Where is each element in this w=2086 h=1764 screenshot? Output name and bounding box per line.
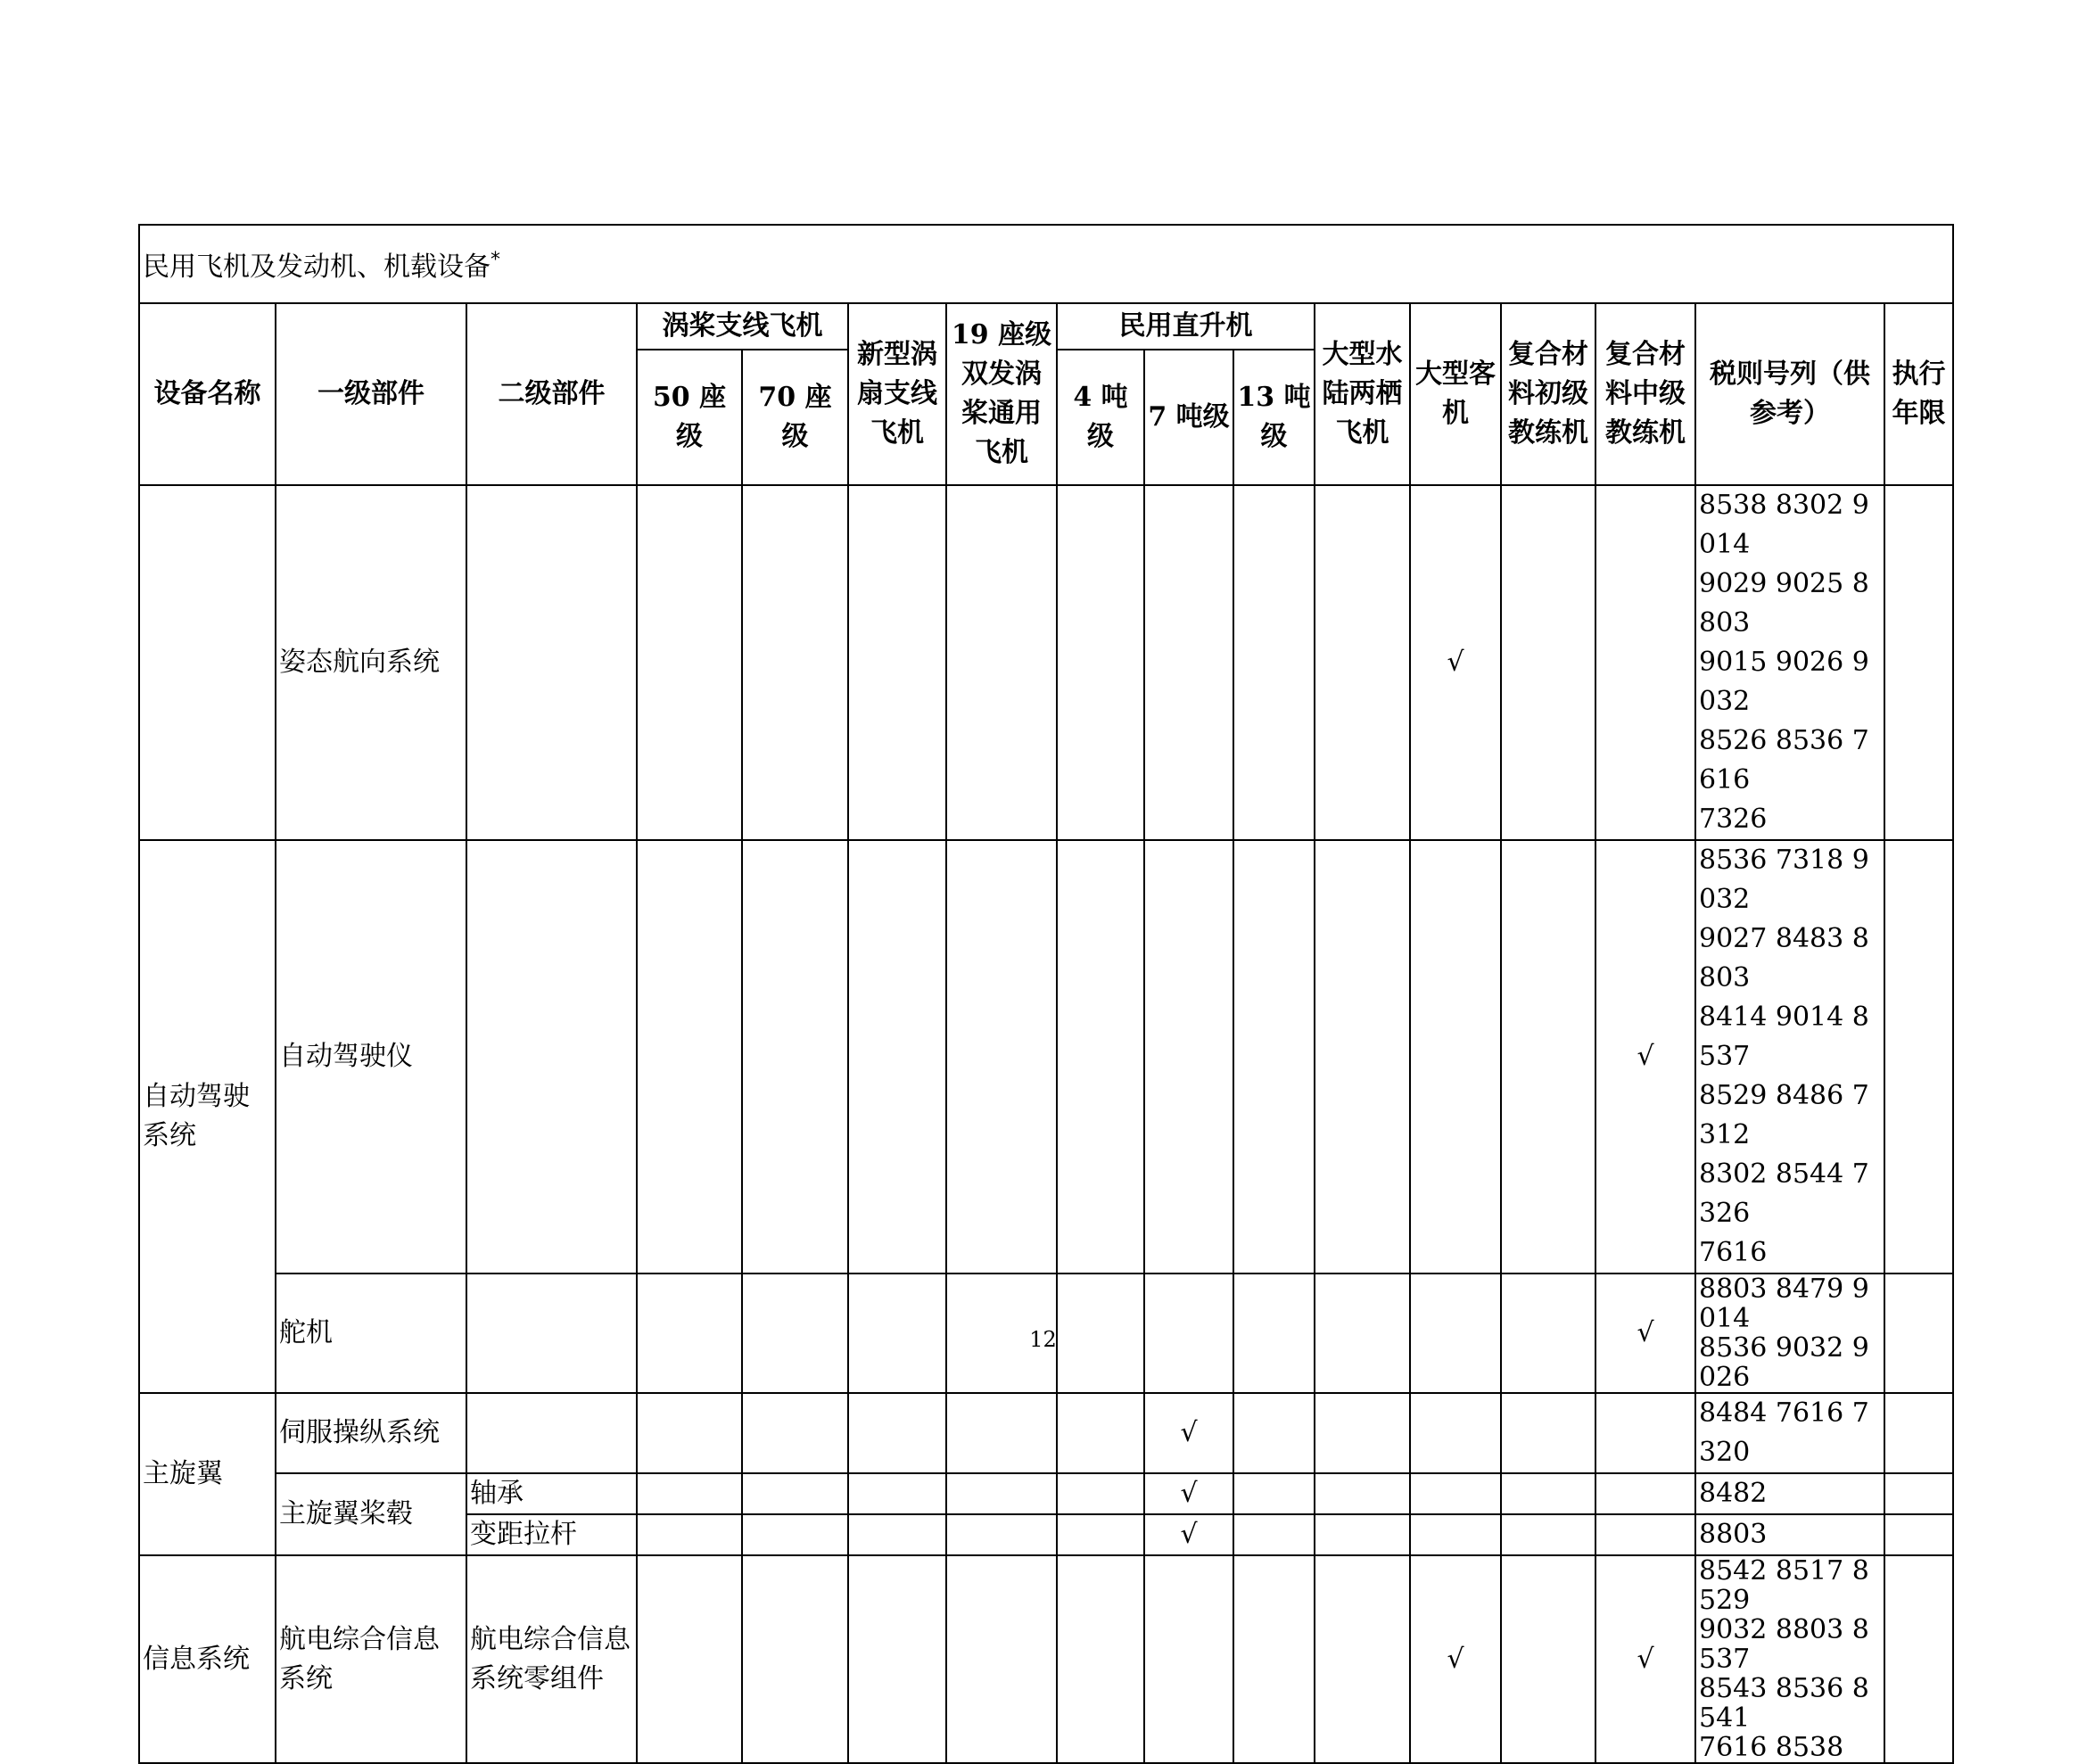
cell-tariff-codes [1695,485,1884,840]
cell-level1: 伺服操纵系统 [276,1393,466,1473]
check-7-ton: √ [1144,1514,1233,1555]
cell-equipment: 信息系统 [139,1555,276,1763]
cell-tariff-codes: 8484 7616 7320 [1695,1393,1884,1473]
cell-empty [1057,840,1144,1274]
check-large-airliner: √ [1410,1555,1501,1763]
cell-empty [1233,1473,1315,1514]
cell-empty [466,485,637,840]
cell-empty [946,1555,1057,1763]
cell-empty [466,1393,637,1473]
cell-empty [637,1555,742,1763]
cell-empty [1501,840,1595,1274]
header-19seat-twin-turboprop: 19 座级双发涡桨通用飞机 [946,303,1057,485]
cell-empty [1315,1393,1410,1473]
cell-empty [742,1514,848,1555]
cell-empty [637,840,742,1274]
cell-empty [1315,840,1410,1274]
cell-empty [1233,1514,1315,1555]
cell-empty [1315,1514,1410,1555]
cell-empty [848,1393,946,1473]
tax-line: 7616 [1699,1237,1768,1268]
tax-line: 9027 8483 8803 [1699,923,1869,993]
check-intermediate-trainer: √ [1595,840,1695,1274]
table-row [139,1473,1953,1514]
cell-empty [742,840,848,1274]
cell-empty [1501,1555,1595,1763]
cell-empty [637,1473,742,1514]
section-title-text: 民用飞机及发动机、机载设备 [143,251,491,283]
header-level1-part: 一级部件 [276,303,466,485]
cell-empty [1884,1514,1953,1555]
check-7-ton: √ [1144,1393,1233,1473]
tax-line: 8538 8302 9014 [1699,490,1869,560]
cell-tariff-codes [1695,840,1884,1274]
cell-empty [1233,485,1315,840]
cell-level1: 主旋翼桨毂 [276,1473,466,1555]
tax-line: 8529 8486 7312 [1699,1080,1869,1150]
cell-empty [946,1393,1057,1473]
header-70-seat: 70 座级 [742,350,848,485]
cell-level2: 轴承 [466,1473,637,1514]
section-title [139,225,1953,303]
cell-empty [1410,1514,1501,1555]
cell-equipment: 主旋翼 [139,1393,276,1555]
header-50-seat: 50 座级 [637,350,742,485]
table-row [139,1393,1953,1473]
cell-empty [1315,1473,1410,1514]
cell-empty [1410,1393,1501,1473]
cell-empty [742,1555,848,1763]
cell-empty [1501,1473,1595,1514]
cell-level1: 自动驾驶仪 [276,840,466,1274]
tax-line: 8526 8536 7616 [1699,725,1869,795]
tax-line: 8536 9032 9026 [1699,1332,1869,1393]
cell-empty [1501,1514,1595,1555]
tax-line: 9029 9025 8803 [1699,568,1869,639]
cell-empty [1233,1393,1315,1473]
tax-line: 9032 8803 8537 [1699,1614,1869,1675]
header-13-ton: 13 吨级 [1233,350,1315,485]
cell-empty [1884,485,1953,840]
cell-empty [1057,1473,1144,1514]
tax-line: 8302 8544 7326 [1699,1158,1869,1229]
cell-empty [1057,485,1144,840]
cell-empty [742,485,848,840]
cell-empty [848,1555,946,1763]
cell-empty [1595,1393,1695,1473]
header-large-amphibian: 大型水陆两栖飞机 [1315,303,1410,485]
check-large-airliner: √ [1410,485,1501,840]
header-new-turbofan-regional: 新型涡扇支线飞机 [848,303,946,485]
cell-empty [1057,1555,1144,1763]
cell-empty [848,485,946,840]
table-row [139,1555,1953,1763]
tax-line: 9015 9026 9032 [1699,647,1869,717]
cell-empty [946,840,1057,1274]
cell-empty [946,1514,1057,1555]
cell-empty [637,1514,742,1555]
header-7-ton: 7 吨级 [1144,350,1233,485]
cell-empty [1410,840,1501,1274]
cell-empty [1233,1555,1315,1763]
header-level2-part: 二级部件 [466,303,637,485]
check-intermediate-trainer: √ [1595,1274,1695,1393]
tax-line: 8414 9014 8537 [1699,1002,1869,1072]
cell-empty [1884,1473,1953,1514]
cell-tariff-codes [1695,1555,1884,1763]
table-row [139,840,1953,1274]
header-composite-primary-trainer: 复合材料初级教练机 [1501,303,1595,485]
cell-empty [848,840,946,1274]
section-title-mark: * [491,249,500,271]
cell-empty [1057,1514,1144,1555]
page-number: 12 [1029,1327,1057,1352]
cell-empty [1144,1555,1233,1763]
tax-line: 8536 7318 9032 [1699,845,1869,915]
header-large-airliner: 大型客机 [1410,303,1501,485]
header-composite-intermediate-trainer: 复合材料中级教练机 [1595,303,1695,485]
tax-line: 8542 8517 8529 [1699,1555,1869,1616]
header-4-ton: 4 吨级 [1057,350,1144,485]
cell-empty [946,1473,1057,1514]
cell-equipment-empty [139,485,276,840]
tax-line: 7326 [1699,804,1768,835]
cell-level1: 姿态航向系统 [276,485,466,840]
tax-line: 8543 8536 8541 [1699,1673,1869,1734]
header-equipment-name: 设备名称 [139,303,276,485]
check-7-ton: √ [1144,1473,1233,1514]
cell-tariff-codes: 8803 [1695,1514,1884,1555]
cell-empty [1884,1393,1953,1473]
cell-empty [742,1473,848,1514]
cell-empty [1501,1393,1595,1473]
cell-empty [1595,485,1695,840]
header-civil-helicopter: 民用直升机 [1057,303,1315,350]
cell-empty [1315,485,1410,840]
cell-empty [1884,840,1953,1274]
header-execution-period: 执行年限 [1884,303,1953,485]
cell-empty [637,485,742,840]
cell-empty [1501,485,1595,840]
cell-empty [848,1473,946,1514]
cell-tariff-codes: 8482 [1695,1473,1884,1514]
cell-empty [742,1393,848,1473]
cell-empty [1410,1473,1501,1514]
cell-empty [466,840,637,1274]
cell-empty [1233,840,1315,1274]
header-tariff-codes: 税则号列（供参考） [1695,303,1884,485]
cell-empty [637,1393,742,1473]
cell-empty [1144,485,1233,840]
cell-empty [1315,1555,1410,1763]
cell-empty [1144,840,1233,1274]
cell-level1: 航电综合信息系统 [276,1555,466,1763]
table-row [139,485,1953,840]
cell-empty [1595,1473,1695,1514]
cell-level2: 变距拉杆 [466,1514,637,1555]
cell-empty [1595,1514,1695,1555]
tax-line: 7616 8538 [1699,1732,1844,1763]
check-intermediate-trainer: √ [1595,1555,1695,1763]
cell-level1: 舵机 [276,1274,466,1393]
equipment-table [138,224,1954,1764]
header-turboprop-regional: 涡桨支线飞机 [637,303,848,350]
cell-empty [1884,1555,1953,1763]
tax-line: 8803 8479 9014 [1699,1274,1869,1334]
cell-empty [1057,1393,1144,1473]
cell-empty [946,485,1057,840]
cell-level2: 航电综合信息系统零组件 [466,1555,637,1763]
cell-empty [848,1514,946,1555]
cell-equipment: 自动驾驶系统 [139,840,276,1393]
